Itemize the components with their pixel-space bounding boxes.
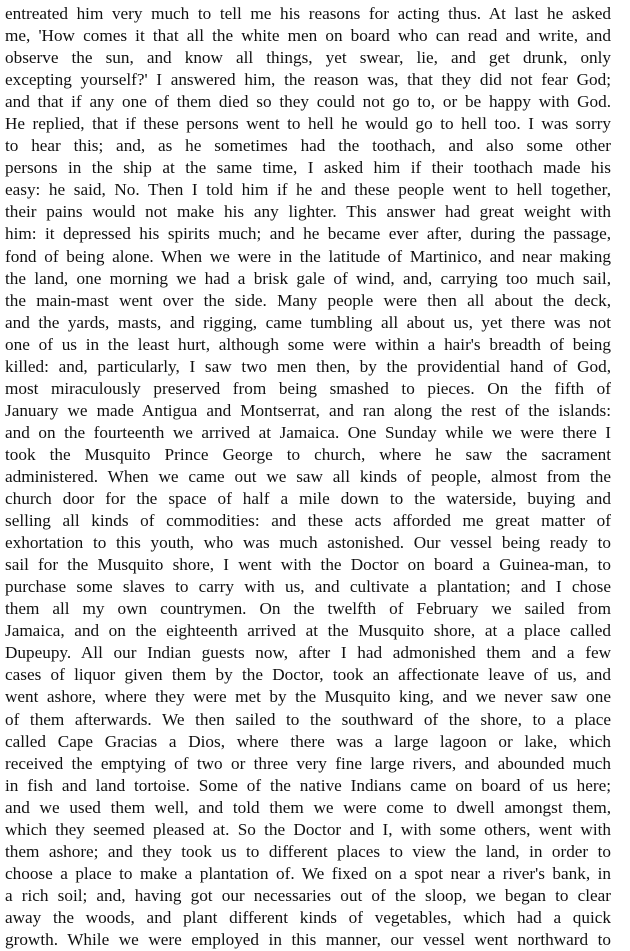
text-line: to hear this; and, as he sometimes had the toothach, and also some other xyxy=(5,136,611,156)
text-line: Jamaica, and on the eighteenth arrived at the Musquito shore, at a place called xyxy=(5,621,611,641)
text-line: killed: and, particularly, I saw two men then, by the providential hand of God, xyxy=(5,356,611,376)
text-line: choose a place to make a plantation of. We fixed on a spot near a river's bank, in xyxy=(5,863,611,883)
text-line: him: it depressed his spirits much; and he became ever after, during the passage, xyxy=(5,224,611,244)
text-line: church door for the space of half a mile down to the waterside, buying and xyxy=(5,489,611,509)
text-line: exhortation to this youth, who was much astonished. Our vessel being ready to xyxy=(5,533,611,553)
text-line: and on the fourteenth we arrived at Jamaica. One Sunday while we were there I xyxy=(5,422,611,442)
text-line: took the Musquito Prince George to church, where he saw the sacrament xyxy=(5,444,611,464)
text-line: the main-mast went over the side. Many people were then all about the deck, xyxy=(5,290,611,310)
text-line: persons in the ship at the same time, I asked him if their toothach made his xyxy=(5,158,611,178)
text-line: entreated him very much to tell me his reasons for acting thus. At last he asked xyxy=(5,4,611,23)
text-line: which they seemed pleased at. So the Doctor and I, with some others, went with xyxy=(5,819,611,839)
text-line: and we used them well, and told them we were come to dwell amongst them, xyxy=(5,797,611,817)
text-line: of them afterwards. We then sailed to the southward of the shore, to a place xyxy=(5,709,611,729)
text-line: a rich soil; and, having got our necessaries out of the sloop, we began to clear xyxy=(5,885,611,905)
text-line: January we made Antigua and Montserrat, and ran along the rest of the islands: xyxy=(5,400,611,420)
text-line: them ashore; and they took us to different places to view the land, in order to xyxy=(5,841,611,861)
text-line: selling all kinds of commodities: and these acts afforded me great matter of xyxy=(5,511,611,531)
text-line: administered. When we came out we saw all kinds of people, almost from the xyxy=(5,466,611,486)
text-line: in fish and land tortoise. Some of the native Indians came on board of us here; xyxy=(5,775,611,795)
text-line: easy: he said, No. Then I told him if he and these people went to hell together, xyxy=(5,180,611,200)
text-line: called Cape Gracias a Dios, where there was a large lagoon or lake, which xyxy=(5,731,611,751)
text-line: and the yards, masts, and rigging, came tumbling all about us, yet there was not xyxy=(5,312,611,332)
text-line: their pains would not make his any lighter. This answer had great weight with xyxy=(5,202,611,222)
text-line: them all my own countrymen. On the twelfth of February we sailed from xyxy=(5,599,611,619)
text-line: received the emptying of two or three very fine large rivers, and abounded much xyxy=(5,753,611,773)
text-line: observe the sun, and know all things, yet swear, lie, and get drunk, only xyxy=(5,48,611,68)
text-line: Dupeupy. All our Indian guests now, after I had admonished them and a few xyxy=(5,643,611,663)
text-line: fond of being alone. When we were in the latitude of Martinico, and near making xyxy=(5,246,611,266)
text-line: He replied, that if these persons went to hell he would go to hell too. I was sorry xyxy=(5,114,611,134)
text-line: and that if any one of them died so they could not go to, or be happy with God. xyxy=(5,92,611,112)
text-line: me, 'How comes it that all the white men on board who can read and write, and xyxy=(5,26,611,46)
body-paragraph xyxy=(5,3,611,951)
text-line: sail for the Musquito shore, I went with the Doctor on board a Guinea-man, to xyxy=(5,555,611,575)
text-line: one of us in the least hurt, although some were within a hair's breadth of being xyxy=(5,334,611,354)
text-line: excepting yourself?' I answered him, the reason was, that they did not fear God; xyxy=(5,70,611,90)
text-line: away the woods, and plant different kinds of vegetables, which had a quick xyxy=(5,907,611,927)
text-line: went ashore, where they were met by the Musquito king, and we never saw one xyxy=(5,687,611,707)
text-line: most miraculously preserved from being smashed to pieces. On the fifth of xyxy=(5,378,611,398)
text-line: growth. While we were employed in this manner, our vessel went northward to xyxy=(5,929,611,949)
text-line: purchase some slaves to carry with us, and cultivate a plantation; and I chose xyxy=(5,577,611,597)
text-line: cases of liquor given them by the Doctor, took an affectionate leave of us, and xyxy=(5,665,611,685)
text-line: the land, one morning we had a brisk gale of wind, and, carrying too much sail, xyxy=(5,268,611,288)
